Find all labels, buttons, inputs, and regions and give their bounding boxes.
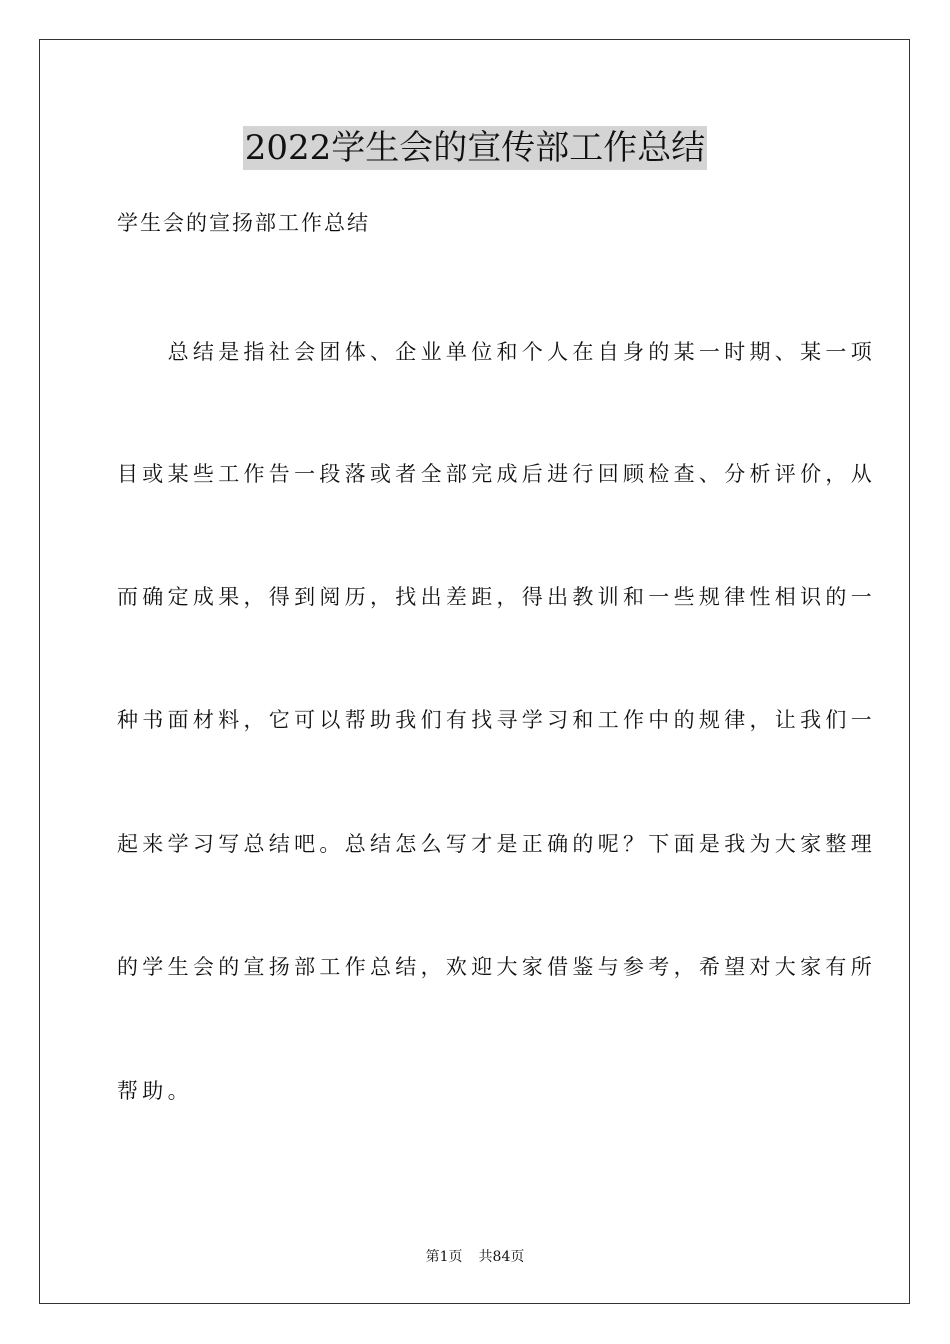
paragraph-line-1: 总结是指社会团体、企业单位和个人在自身的某一时期、某一项	[117, 340, 876, 364]
document-title-row	[0, 126, 950, 170]
page-total: 共84页	[478, 1249, 525, 1265]
paragraph-line-3: 而确定成果，得到阅历，找出差距，得出教训和一些规律性相识的一	[117, 585, 876, 609]
paragraph-line-6: 的学生会的宣扬部工作总结，欢迎大家借鉴与参考，希望对大家有所	[117, 955, 876, 979]
paragraph-line-7: 帮助。	[117, 1079, 193, 1103]
paragraph-line-4: 种书面材料，它可以帮助我们有找寻学习和工作中的规律，让我们一	[117, 708, 876, 732]
page-number: 第1页	[425, 1249, 463, 1265]
paragraph-line-5: 起来学习写总结吧。总结怎么写才是正确的呢？下面是我为大家整理	[117, 832, 876, 856]
document-subtitle: 学生会的宣扬部工作总结	[117, 211, 370, 235]
paragraph-line-2: 目或某些工作告一段落或者全部完成后进行回顾检查、分析评价，从	[117, 462, 876, 486]
page-footer	[0, 1247, 950, 1267]
document-title: 2022学生会的宣传部工作总结	[244, 128, 706, 168]
